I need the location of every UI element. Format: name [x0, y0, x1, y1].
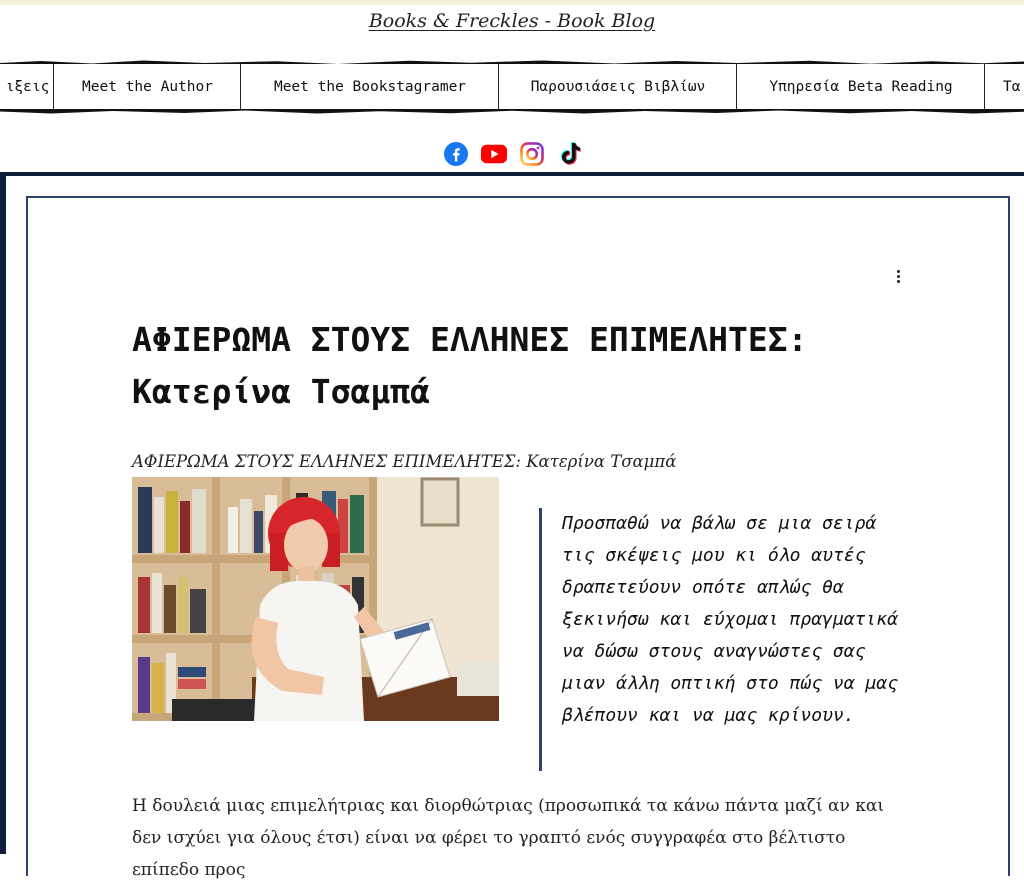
blog-post-card: [26, 196, 1010, 880]
author-photo: [132, 477, 499, 721]
pull-quote-text: Προσπαθώ να βάλω σε μια σειρά τις σκέψεις μου κι όλο αυτές δραπετεύουν οπότε απλώς θα ξεκινήσω και εύχομαι πραγματικά να δώσω στους αναγνώστες σας μιαν άλλη οπτική στο πώς να μας βλέπουν και να μας κρίνουν.: [562, 513, 898, 726]
nav-item-meet-the-bookstagramer[interactable]: Meet the Bookstagramer: [240, 64, 499, 110]
tiktok-icon[interactable]: [557, 141, 583, 167]
content-frame: [0, 172, 1024, 880]
site-title[interactable]: [0, 10, 1024, 32]
more-options-icon[interactable]: [894, 268, 902, 288]
pull-quote: [539, 508, 899, 771]
nav-item-beta-reading[interactable]: Υπηρεσία Beta Reading: [736, 64, 985, 110]
facebook-icon[interactable]: [443, 141, 469, 167]
nav-item-book-presentations[interactable]: Παρουσιάσεις Βιβλίων: [498, 64, 737, 110]
nav-border-bottom: [0, 109, 1024, 114]
content-area: [6, 176, 1024, 880]
nav-item-partial-left[interactable]: ιξεις: [0, 64, 54, 110]
post-title: ΑΦΙΕΡΩΜΑ ΣΤΟΥΣ ΕΛΛΗΝΕΣ ΕΠΙΜΕΛΗΤΕΣ: Κατερίνα Τσαμπά: [132, 320, 808, 411]
site-title-link[interactable]: Books & Freckles - Book Blog: [368, 10, 656, 32]
social-links: [443, 141, 583, 167]
post-subtitle: ΑΦΙΕΡΩΜΑ ΣΤΟΥΣ ΕΛΛΗΝΕΣ ΕΠΙΜΕΛΗΤΕΣ: Κατερίνα Τσαμπά: [132, 452, 677, 471]
instagram-icon[interactable]: [519, 141, 545, 167]
nav-item-partial-right[interactable]: Τα: [984, 64, 1024, 110]
youtube-icon[interactable]: [481, 141, 507, 167]
main-nav: [0, 64, 1024, 110]
top-strip: [0, 0, 1024, 5]
post-body: Η δουλειά μιας επιμελήτριας και διορθώτριας (προσωπικά τα κάνω πάντα μαζί αν και δεν ισχύει για όλους έτσι) είναι να φέρει το γραπτό ενός συγγραφέα στο βέλτιστο επίπεδο προς: [132, 796, 885, 880]
nav-item-meet-the-author[interactable]: Meet the Author: [53, 64, 241, 110]
